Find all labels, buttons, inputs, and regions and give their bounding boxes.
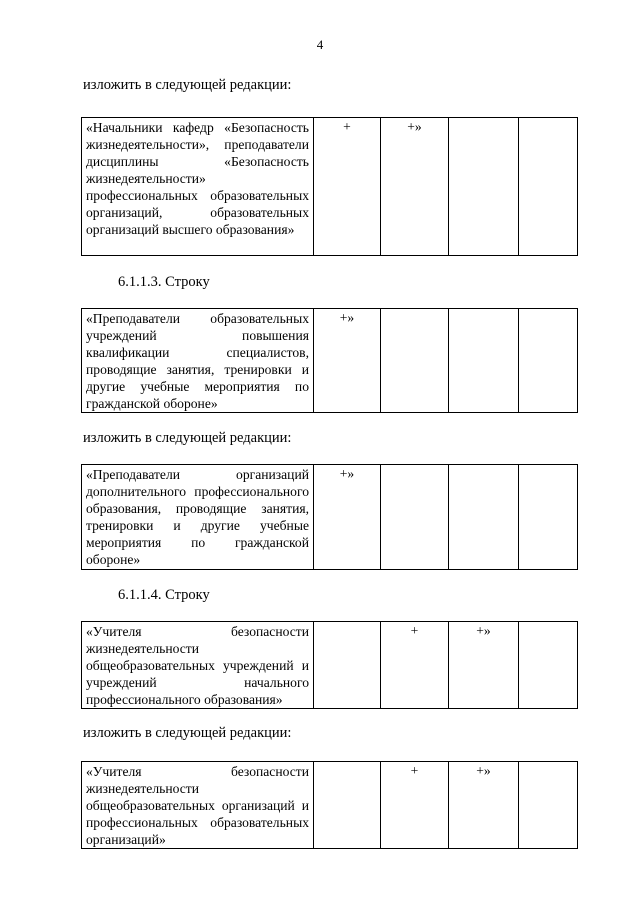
mark-cell-1 [314,622,381,709]
mark-cell-4 [519,309,578,413]
table-row-3 [81,464,578,570]
mark-text: + [343,119,351,134]
mark-cell-3 [449,622,519,709]
mark-cell-3 [449,762,519,849]
paragraph-section-6-1-1-3: 6.1.1.3. Строку [118,274,210,290]
row-name-cell [82,118,314,256]
mark-cell-4 [519,118,578,256]
row-name-cell [82,762,314,849]
mark-cell-4 [519,465,578,570]
mark-cell-3 [449,465,519,570]
mark-cell-1 [314,465,381,570]
mark-cell-2 [381,622,449,709]
table-row-5 [81,761,578,849]
mark-text: +» [339,466,355,481]
mark-cell-1 [314,118,381,256]
table-row-1 [81,117,578,256]
mark-cell-3 [449,309,519,413]
row-name-text: «Учителя безопасности жизнедеятельности общеобразовательных организаций и профессиональных образовательных организаций» [86,764,309,847]
paragraph-section-6-1-1-4: 6.1.1.4. Строку [118,587,210,603]
mark-text: +» [407,119,422,134]
mark-cell-4 [519,762,578,849]
mark-cell-1 [314,309,381,413]
mark-cell-1 [314,762,381,849]
paragraph-instruction-1: изложить в следующей редакции: [83,77,292,93]
row-name-cell [82,465,314,570]
page-number: 4 [316,37,324,52]
mark-text: + [410,623,419,638]
table-row-4 [81,621,578,709]
paragraph-instruction-2: изложить в следующей редакции: [83,430,292,446]
row-name-text: «Преподаватели организаций дополнительного профессионального образования, проводящие занятия, тренировки и другие учебные мероприятия по гражданской обороне» [86,467,309,567]
mark-cell-2 [381,309,449,413]
table-row-2 [81,308,578,413]
mark-cell-2 [381,465,449,570]
mark-text: + [410,763,419,778]
mark-cell-2 [381,118,449,256]
mark-text: +» [339,310,355,325]
paragraph-instruction-3: изложить в следующей редакции: [83,725,292,741]
mark-text: +» [476,763,491,778]
row-name-cell [82,622,314,709]
row-name-cell [82,309,314,413]
row-name-text: «Учителя безопасности жизнедеятельности общеобразовательных учреждений и учреждений начального профессионального образования» [86,624,309,707]
mark-cell-2 [381,762,449,849]
mark-cell-4 [519,622,578,709]
row-name-text: «Преподаватели образовательных учреждений повышения квалификации специалистов, проводящие занятия, тренировки и другие учебные мероприятия по гражданской обороне» [86,311,309,411]
row-name-text: «Начальники кафедр «Безопасность жизнедеятельности», преподаватели дисциплины «Безопасность жизнедеятельности» профессиональных образовательных организаций, образовательных организаций высшего образования» [86,120,309,237]
mark-cell-3 [449,118,519,256]
mark-text: +» [476,623,491,638]
